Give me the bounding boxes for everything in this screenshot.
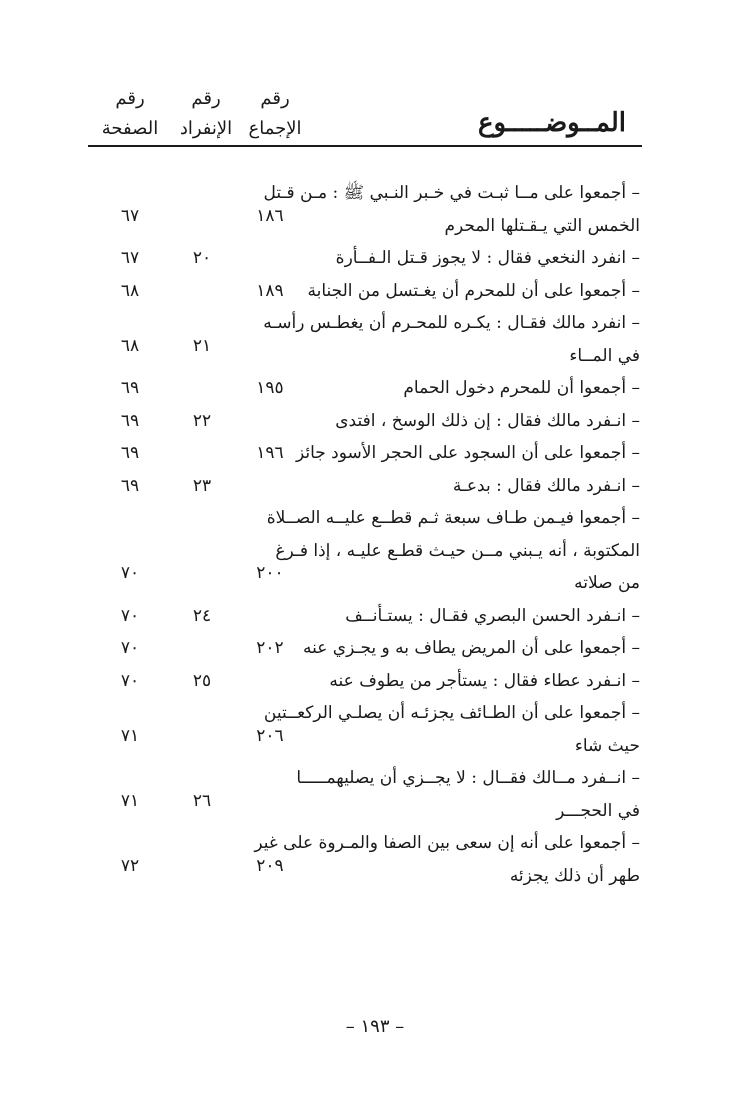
column-header-ijma-label: الإجماع bbox=[248, 118, 302, 139]
ijma-number: ١٨٩ bbox=[256, 280, 284, 301]
column-header-infirad bbox=[170, 84, 242, 144]
topic-text: – أجمعوا على أن السجود على الحجر الأسود جائز bbox=[295, 443, 640, 463]
page-ref-number: ٧١ bbox=[120, 790, 140, 811]
infirad-number: ٢٦ bbox=[192, 790, 212, 811]
infirad-number: ٢٤ bbox=[192, 605, 212, 626]
infirad-number: ٢١ bbox=[192, 335, 212, 356]
ijma-number: ١٩٥ bbox=[256, 378, 284, 398]
topic-text: الخمس التي يـقـتلها المحرم bbox=[444, 215, 640, 236]
infirad-number: ٢٣ bbox=[192, 475, 212, 496]
page-ref-number: ٧٠ bbox=[120, 563, 140, 583]
topic-text: – انـفرد الحسن البصري فقـال : يستـأنــف bbox=[345, 605, 640, 626]
topic-text: – أجمعوا على أن الطـائف يجزئـه أن يصلـي الركعــتين bbox=[263, 703, 640, 723]
topic-text: في الحجـــر bbox=[556, 800, 640, 821]
topic-text: من صلاته bbox=[574, 573, 640, 593]
topic-text: – انــفرد مــالك فقــال : لا يجــزي أن يصليهمـــــا bbox=[296, 768, 640, 788]
column-header-page bbox=[92, 84, 168, 144]
column-header-ijma-top: رقم bbox=[260, 88, 290, 109]
page-ref-number: ٦٧ bbox=[120, 248, 140, 268]
topic-text: – أجمعوا على مــا ثبـت في خـبر النـبي ﷺ : مـن قـتل bbox=[263, 183, 640, 203]
topic-column-title: المــوضـــــوع bbox=[478, 108, 626, 138]
column-header-ijma bbox=[244, 84, 306, 144]
ijma-number: ١٨٦ bbox=[256, 205, 284, 226]
page-ref-number: ٧٠ bbox=[120, 670, 140, 691]
topic-text: – انفرد مالك فقـال : يكـره للمحـرم أن يغطـس رأسـه bbox=[263, 313, 640, 333]
page-ref-number: ٦٧ bbox=[120, 205, 140, 226]
page-ref-number: ٦٩ bbox=[120, 410, 140, 431]
header-divider bbox=[88, 145, 642, 147]
page-ref-number: ٦٨ bbox=[120, 280, 140, 301]
infirad-number: ٢٢ bbox=[192, 410, 212, 431]
page-ref-number: ٦٩ bbox=[120, 475, 140, 496]
page-ref-number: ٦٨ bbox=[120, 335, 140, 356]
ijma-number: ٢٠٦ bbox=[256, 725, 284, 746]
ijma-number: ٢٠٢ bbox=[256, 638, 284, 658]
page-ref-number: ٦٩ bbox=[120, 378, 140, 398]
topic-text: – انـفرد عطاء فقال : يستأجر من يطوف عنه bbox=[329, 670, 640, 691]
column-header-infirad-label: الإنفراد bbox=[179, 118, 233, 139]
topic-text: – أجمعوا على أنه إن سعى بين الصفا والمـروة على غير bbox=[254, 833, 640, 853]
topic-text: – أجمعوا أن للمحرم دخول الحمام bbox=[403, 378, 640, 398]
column-header-infirad-top: رقم bbox=[191, 88, 221, 109]
ijma-number: ٢٠٩ bbox=[256, 855, 284, 876]
topic-text: – انفرد النخعي فقال : لا يجوز قـتل الـفــأرة bbox=[335, 248, 640, 268]
page-number: – ١٩٣ – bbox=[345, 1016, 405, 1037]
topic-text: – انـفرد مالك فقال : بدعـة bbox=[452, 475, 640, 496]
column-header-page-label: الصفحة bbox=[101, 118, 159, 139]
infirad-number: ٢٥ bbox=[192, 670, 212, 691]
infirad-number: ٢٠ bbox=[192, 248, 212, 268]
topic-text: في المــاء bbox=[569, 345, 640, 366]
page-ref-number: ٧١ bbox=[120, 725, 140, 746]
topic-text: المكتوبة ، أنه يـبني مــن حيـث قطـع عليـه ، إذا فـرغ bbox=[275, 540, 640, 561]
topic-text: – أجمعوا على أن للمحرم أن يغـتسل من الجنابة bbox=[307, 280, 640, 301]
ijma-number: ١٩٦ bbox=[256, 443, 284, 463]
ijma-number: ٢٠٠ bbox=[256, 563, 284, 583]
page-ref-number: ٧٠ bbox=[120, 638, 140, 658]
topic-text: طهر أن ذلك يجزئه bbox=[509, 865, 640, 886]
topic-text: – انـفرد مالك فقال : إن ذلك الوسخ ، افتدى bbox=[335, 410, 640, 431]
page-ref-number: ٧٠ bbox=[120, 605, 140, 626]
topic-text: حيث شاء bbox=[574, 735, 640, 756]
page-ref-number: ٦٩ bbox=[120, 443, 140, 463]
topic-text: – أجمعوا فيـمن طـاف سبعة ثـم قطــع عليــه الصــلاة bbox=[266, 508, 640, 528]
page-ref-number: ٧٢ bbox=[120, 855, 140, 876]
topic-text: – أجمعوا على أن المريض يطاف به و يجـزي عنه bbox=[302, 638, 640, 658]
column-header-page-top: رقم bbox=[115, 88, 145, 109]
